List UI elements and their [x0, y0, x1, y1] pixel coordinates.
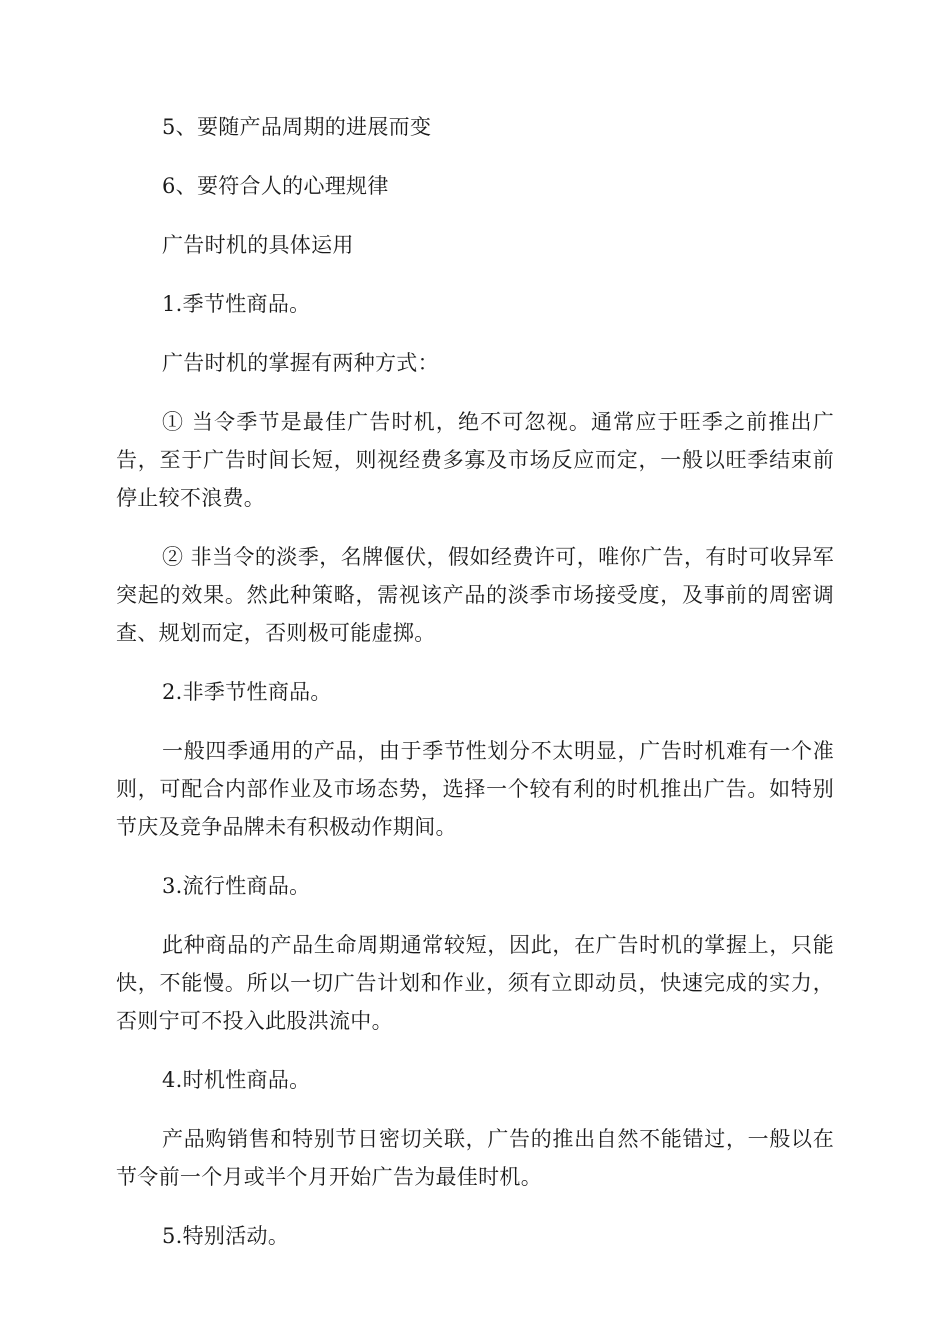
- paragraph: ① 当令季节是最佳广告时机，绝不可忽视。通常应于旺季之前推出广告，至于广告时间长短，则视经费多寡及市场反应而定，一般以旺季结束前停止较不浪费。: [116, 410, 834, 510]
- paragraph: 此种商品的产品生命周期通常较短，因此，在广告时机的掌握上，只能快，不能慢。所以一切广告计划和作业，须有立即动员，快速完成的实力，否则宁可不投入此股洪流中。: [116, 933, 834, 1033]
- paragraph: 一般四季通用的产品，由于季节性划分不太明显，广告时机难有一个准则，可配合内部作业及市场态势，选择一个较有利的时机推出广告。如特别节庆及竞争品牌未有积极动作期间。: [116, 739, 834, 839]
- subsection-heading: 2.非季节性商品。: [162, 680, 332, 704]
- paragraph: 6、要符合人的心理规律: [162, 174, 389, 198]
- paragraph: 产品购销售和特别节日密切关联，广告的推出自然不能错过，一般以在节令前一个月或半个月开始广告为最佳时机。: [116, 1127, 834, 1189]
- subsection-heading: 1.季节性商品。: [162, 292, 311, 316]
- section-heading: 广告时机的具体运用: [162, 233, 354, 257]
- subsection-heading: 4.时机性商品。: [162, 1068, 311, 1092]
- paragraph: 广告时机的掌握有两种方式：: [162, 351, 439, 375]
- paragraph: ② 非当令的淡季，名牌偃伏，假如经费许可，唯你广告，有时可收异军突起的效果。然此种策略，需视该产品的淡季市场接受度，及事前的周密调查、规划而定，否则极可能虚掷。: [116, 545, 834, 645]
- paragraph: 5、要随产品周期的进展而变: [162, 115, 432, 139]
- subsection-heading: 3.流行性商品。: [162, 874, 311, 898]
- document-body: [116, 108, 834, 1276]
- subsection-heading: 5.特别活动。: [162, 1224, 290, 1248]
